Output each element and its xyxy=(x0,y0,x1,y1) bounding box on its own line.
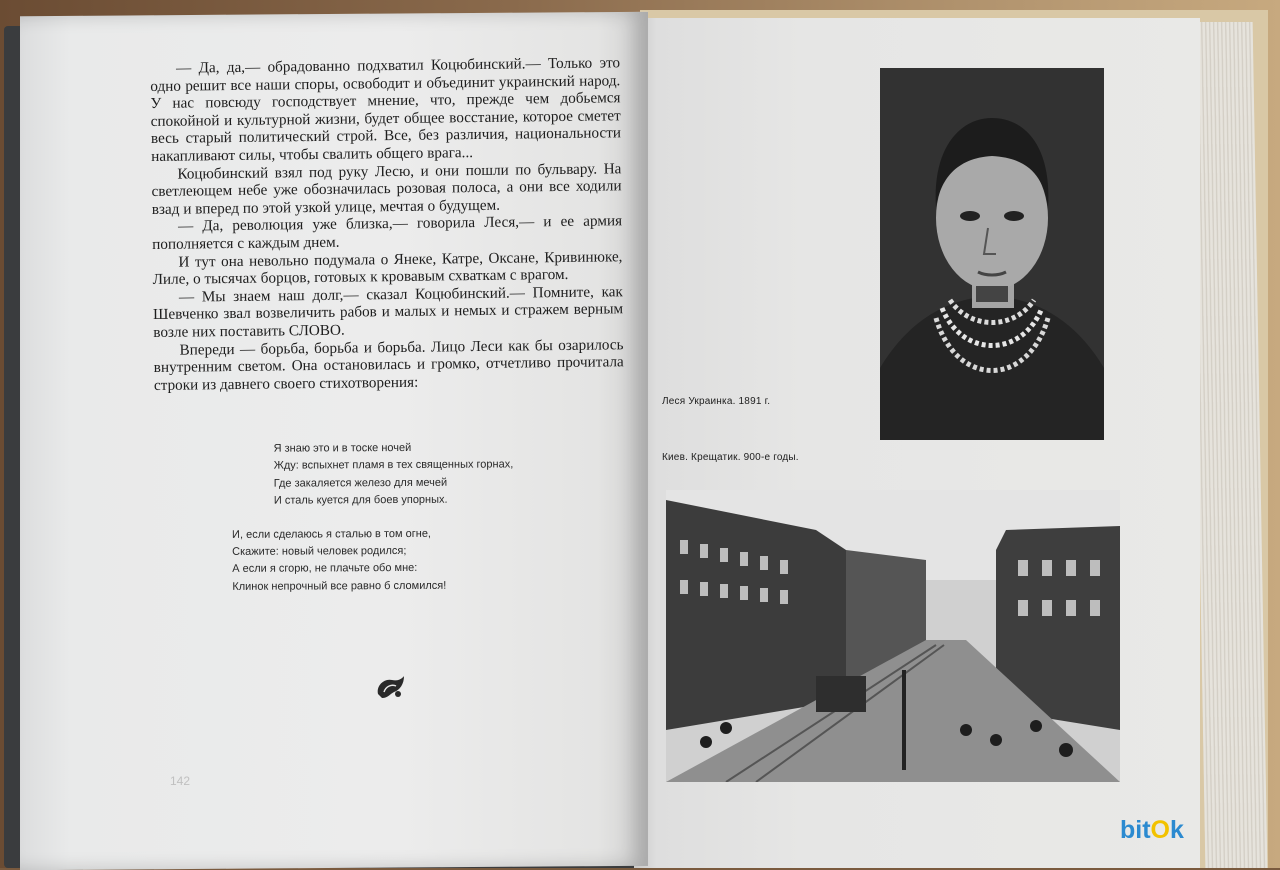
watermark-text: O xyxy=(1150,816,1170,844)
watermark-text: k xyxy=(1170,816,1184,844)
portrait-photo xyxy=(880,68,1104,440)
paragraph: — Да, революция уже близка,— говорила Леся,— и ее армия пополняется с каждым днем. xyxy=(152,212,623,253)
poem-line: Клинок непрочный все равно б сломился! xyxy=(232,579,447,593)
paragraph: — Мы знаем наш долг,— сказал Коцюбинский.— Помните, как Шевченко звал возвеличить рабов и малых и немых и стражем верным возле них поставить СЛОВО. xyxy=(153,282,624,341)
poem-line: И сталь куется для боев упорных. xyxy=(273,493,448,507)
poem-line: Где закаляется железо для мечей xyxy=(273,476,448,490)
page-number: 142 xyxy=(170,774,191,788)
poem-line: Жду: вспыхнет пламя в тех священных горнах, xyxy=(273,458,514,473)
poem-stanza-2 xyxy=(232,525,572,596)
paragraph: Впереди — борьба, борьба и борьба. Лицо Леси как бы озарилось внутренним светом. Она остановилась и громко, отчетливо прочитала строки из давнего своего стихотворения: xyxy=(153,335,624,394)
body-text xyxy=(150,54,624,394)
poem-line: Я знаю это и в тоске ночей xyxy=(273,441,412,455)
poem-line: И, если сделаюсь я сталью в том огне, xyxy=(232,527,432,541)
paragraph: Коцюбинский взял под руку Лесю, и они пошли по бульвару. На светлеющем небе уже обозначилась розовая полоса, а они все ходили взад и вперед по этой узкой улице, мечтая о будущем. xyxy=(151,159,622,218)
watermark-text: bit xyxy=(1120,816,1151,844)
watermark-logo xyxy=(1120,816,1184,845)
portrait-caption: Леся Украинка. 1891 г. xyxy=(662,396,771,407)
poem-stanza-1 xyxy=(274,439,572,510)
paragraph: И тут она невольно подумала о Янеке, Катре, Оксане, Кривинюке, Лиле, о тысячах борцов, готовых к кровавым схваткам с врагом. xyxy=(152,247,623,289)
poem xyxy=(232,439,573,612)
poem-line: А если я сгорю, не плачьте обо мне: xyxy=(232,562,418,576)
poem-line: Скажите: новый человек родился; xyxy=(232,545,407,558)
street-photo xyxy=(666,490,1120,782)
street-photo-caption: Киев. Крещатик. 900-е годы. xyxy=(662,452,799,463)
paragraph: — Да, да,— обрадованно подхватил Коцюбинский.— Только это одно решит все наши споры, освободит и объединит украинский народ. У нас повсюду господствует мнение, что, прежде чем добьемся спокойной и культурной жизни, будет общее восстание, которое сметет весь старый политический строй. Все, без различия, национальности накапливают силы, чтобы свалить общего врага... xyxy=(150,54,622,165)
fleuron-ornament-icon xyxy=(374,672,408,707)
